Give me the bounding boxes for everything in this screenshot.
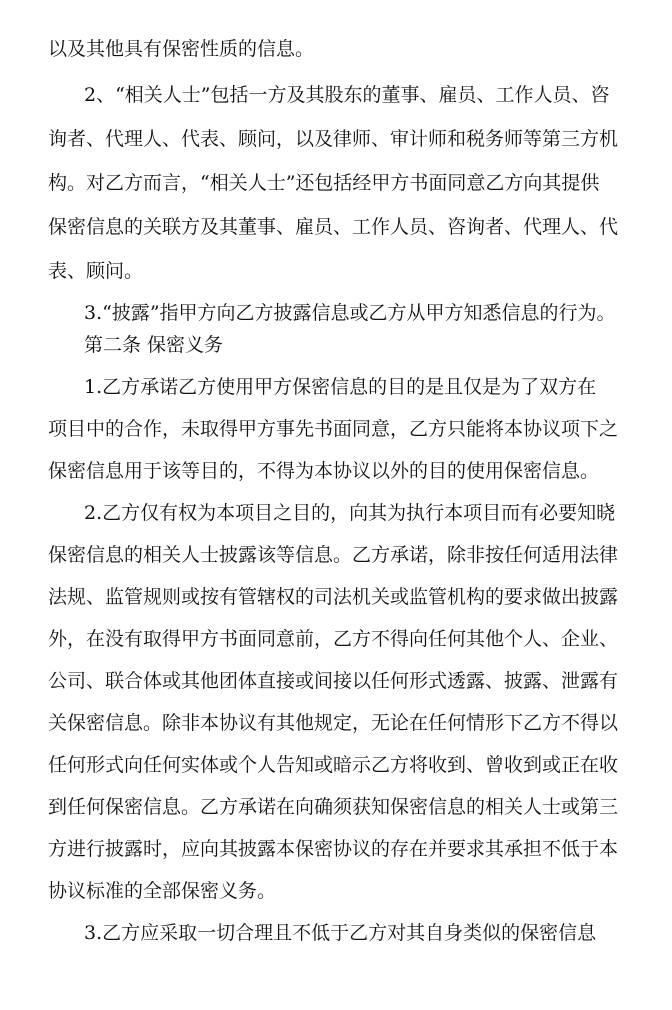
section-heading: 第二条 保密义务	[84, 334, 224, 356]
text-line-2: 2、“相关人士”包括一方及其股东的董事、雇员、工作人员、咨	[84, 84, 610, 106]
text-line-3: 询者、代理人、代表、顾问，以及律师、审计师和税务师等第三方机	[48, 128, 619, 150]
text-line-15: 外，在没有取得甲方书面同意前，乙方不得向任何其他个人、企业、	[48, 628, 619, 650]
text-line-1: 以及其他具有保密性质的信息。	[48, 38, 315, 60]
text-line-7: 3.“披露”指甲方向乙方披露信息或乙方从甲方知悉信息的行为。	[84, 302, 616, 324]
text-line-11: 保密信息用于该等目的，不得为本协议以外的目的使用保密信息。	[48, 460, 600, 482]
text-line-10: 项目中的合作，未取得甲方事先书面同意，乙方只能将本协议项下之	[48, 418, 619, 440]
text-line-5: 保密信息的关联方及其董事、雇员、工作人员、咨询者、代理人、代	[48, 216, 619, 238]
text-line-12: 2.乙方仅有权为本项目之目的，向其为执行本项目而有必要知晓	[84, 502, 616, 524]
text-line-13: 保密信息的相关人士披露该等信息。乙方承诺，除非按任何适用法律	[48, 544, 619, 566]
text-line-16: 公司、联合体或其他团体直接或间接以任何形式透露、披露、泄露有	[48, 670, 619, 692]
text-line-17: 关保密信息。除非本协议有其他规定，无论在任何情形下乙方不得以	[48, 712, 619, 734]
text-line-18: 任何形式向任何实体或个人告知或暗示乙方将收到、曾收到或正在收	[48, 754, 619, 776]
text-line-14: 法规、监管规则或按有管辖权的司法机关或监管机构的要求做出披露	[48, 586, 619, 608]
text-line-22: 3.乙方应采取一切合理且不低于乙方对其自身类似的保密信息	[84, 922, 597, 944]
text-line-21: 协议标准的全部保密义务。	[48, 880, 277, 902]
text-line-4: 构。对乙方而言，“相关人士”还包括经甲方书面同意乙方向其提供	[48, 172, 600, 194]
text-line-9: 1.乙方承诺乙方使用甲方保密信息的目的是且仅是为了双方在	[84, 376, 597, 398]
text-line-19: 到任何保密信息。乙方承诺在向确须获知保密信息的相关人士或第三	[48, 796, 619, 818]
text-line-6: 表、顾问。	[48, 260, 144, 282]
text-line-20: 方进行披露时，应向其披露本保密协议的存在并要求其承担不低于本	[48, 838, 619, 860]
